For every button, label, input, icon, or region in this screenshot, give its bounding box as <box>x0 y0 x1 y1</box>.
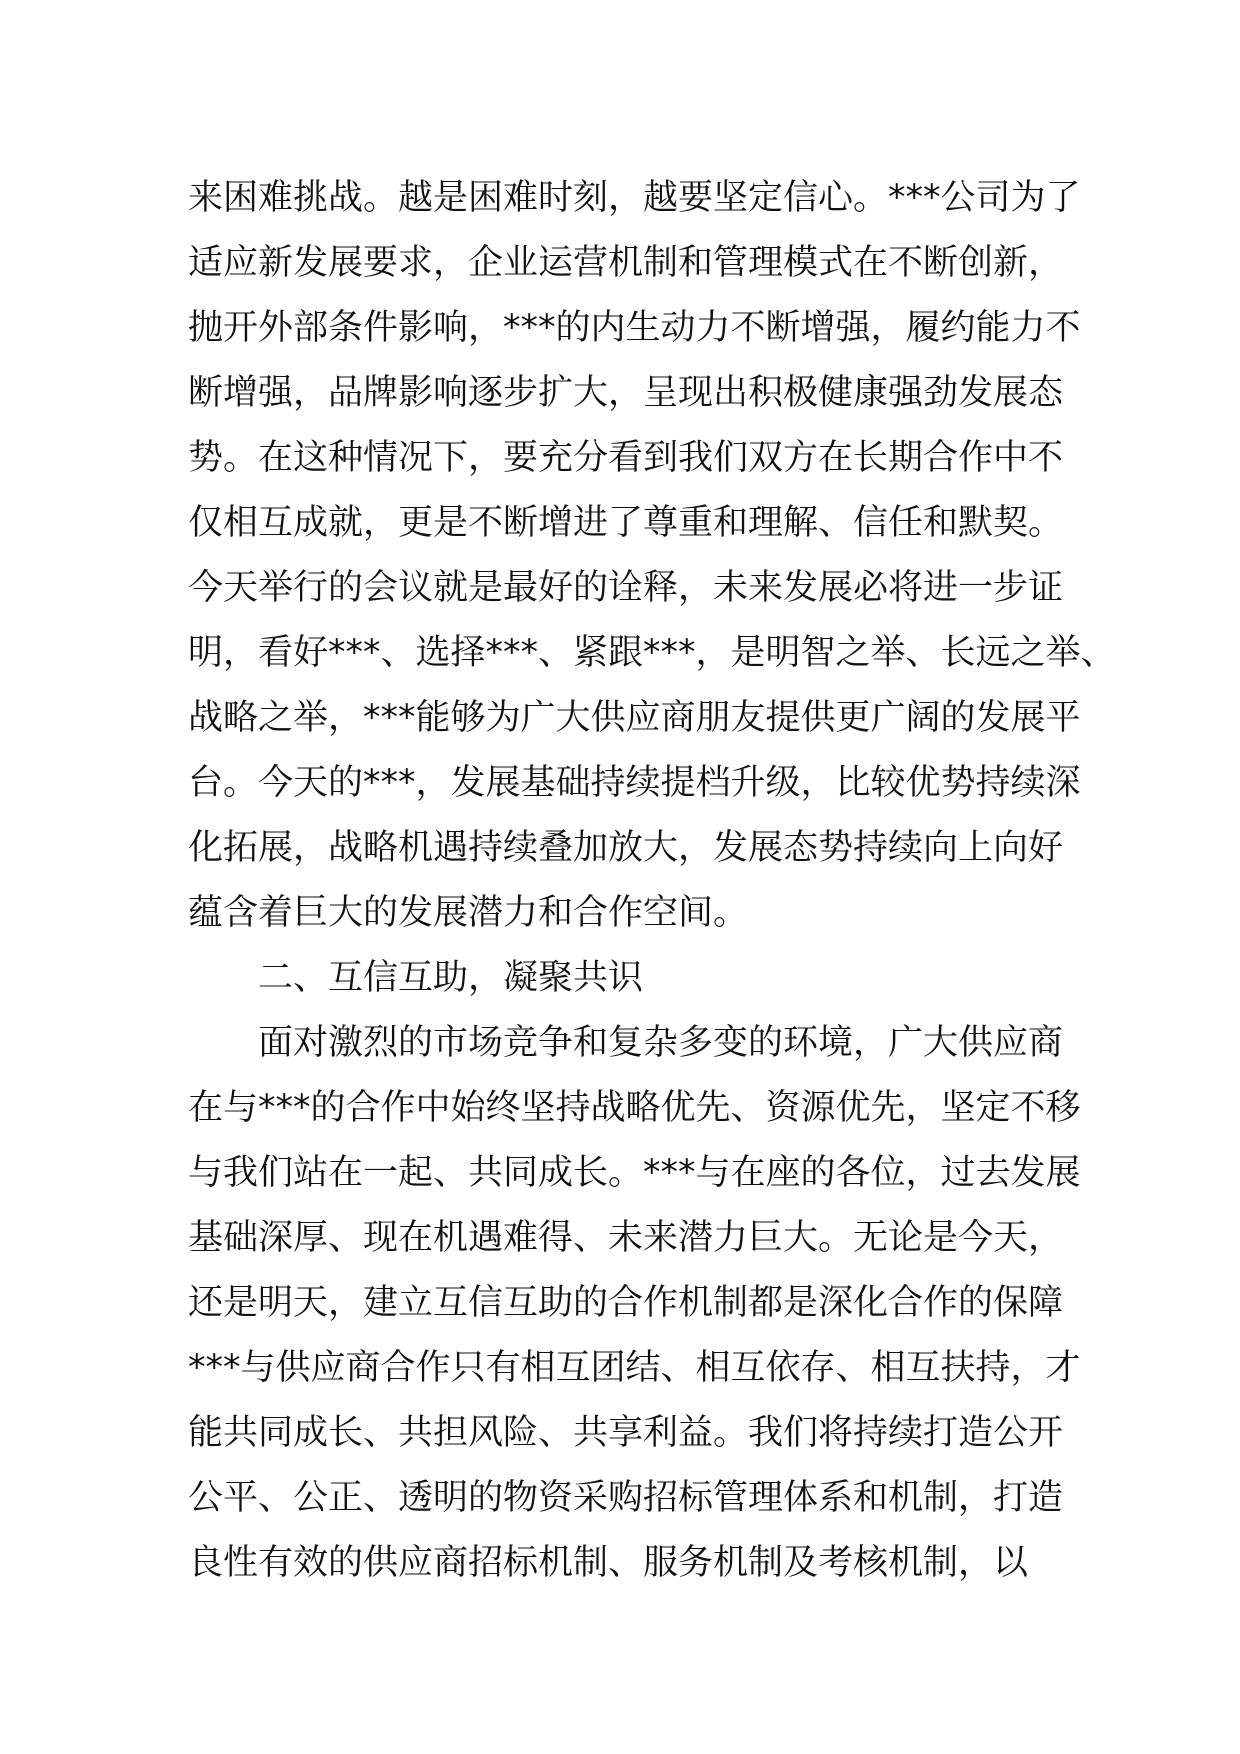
text-line: 来困难挑战。越是困难时刻，越要坚定信心。***公司为了 <box>188 178 1081 218</box>
text-line: 适应新发展要求，企业运营机制和管理模式在不断创新， <box>188 243 1064 283</box>
text-line: 台。今天的***，发展基础持续提档升级，比较优势持续深 <box>188 763 1081 803</box>
text-line: 在与***的合作中始终坚持战略优先、资源优先，坚定不移 <box>188 1088 1081 1128</box>
text-line: 面对激烈的市场竞争和复杂多变的环境，广大供应商 <box>188 1023 1064 1063</box>
text-line: 仅相互成就，更是不断增进了尊重和理解、信任和默契。 <box>188 503 1064 543</box>
text-line: 还是明天，建立互信互助的合作机制都是深化合作的保障 <box>188 1283 1064 1323</box>
text-line: 公平、公正、透明的物资采购招标管理体系和机制，打造 <box>188 1478 1064 1518</box>
text-line: 化拓展，战略机遇持续叠加放大，发展态势持续向上向好 <box>188 828 1064 868</box>
text-line: 明，看好***、选择***、紧跟***，是明智之举、长远之举、 <box>188 633 1116 673</box>
text-line: 基础深厚、现在机遇难得、未来潜力巨大。无论是今天， <box>188 1218 1064 1258</box>
text-line: 战略之举，***能够为广大供应商朋友提供更广阔的发展平 <box>188 698 1081 738</box>
text-line: 与我们站在一起、共同成长。***与在座的各位，过去发展 <box>188 1153 1081 1193</box>
text-line: 断增强，品牌影响逐步扩大，呈现出积极健康强劲发展态 <box>188 373 1064 413</box>
text-line: 蕴含着巨大的发展潜力和合作空间。 <box>188 893 749 933</box>
text-line: 势。在这种情况下，要充分看到我们双方在长期合作中不 <box>188 438 1064 478</box>
text-line: 良性有效的供应商招标机制、服务机制及考核机制，以 <box>188 1543 1029 1583</box>
text-line: 今天举行的会议就是最好的诠释，未来发展必将进一步证 <box>188 568 1064 608</box>
text-line: 能共同成长、共担风险、共享利益。我们将持续打造公开 <box>188 1413 1064 1453</box>
document-body <box>188 166 1116 1596</box>
text-line: 抛开外部条件影响，***的内生动力不断增强，履约能力不 <box>188 308 1081 348</box>
section-heading: 二、互信互助，凝聚共识 <box>188 958 644 998</box>
text-line: ***与供应商合作只有相互团结、相互依存、相互扶持，才 <box>188 1348 1081 1388</box>
